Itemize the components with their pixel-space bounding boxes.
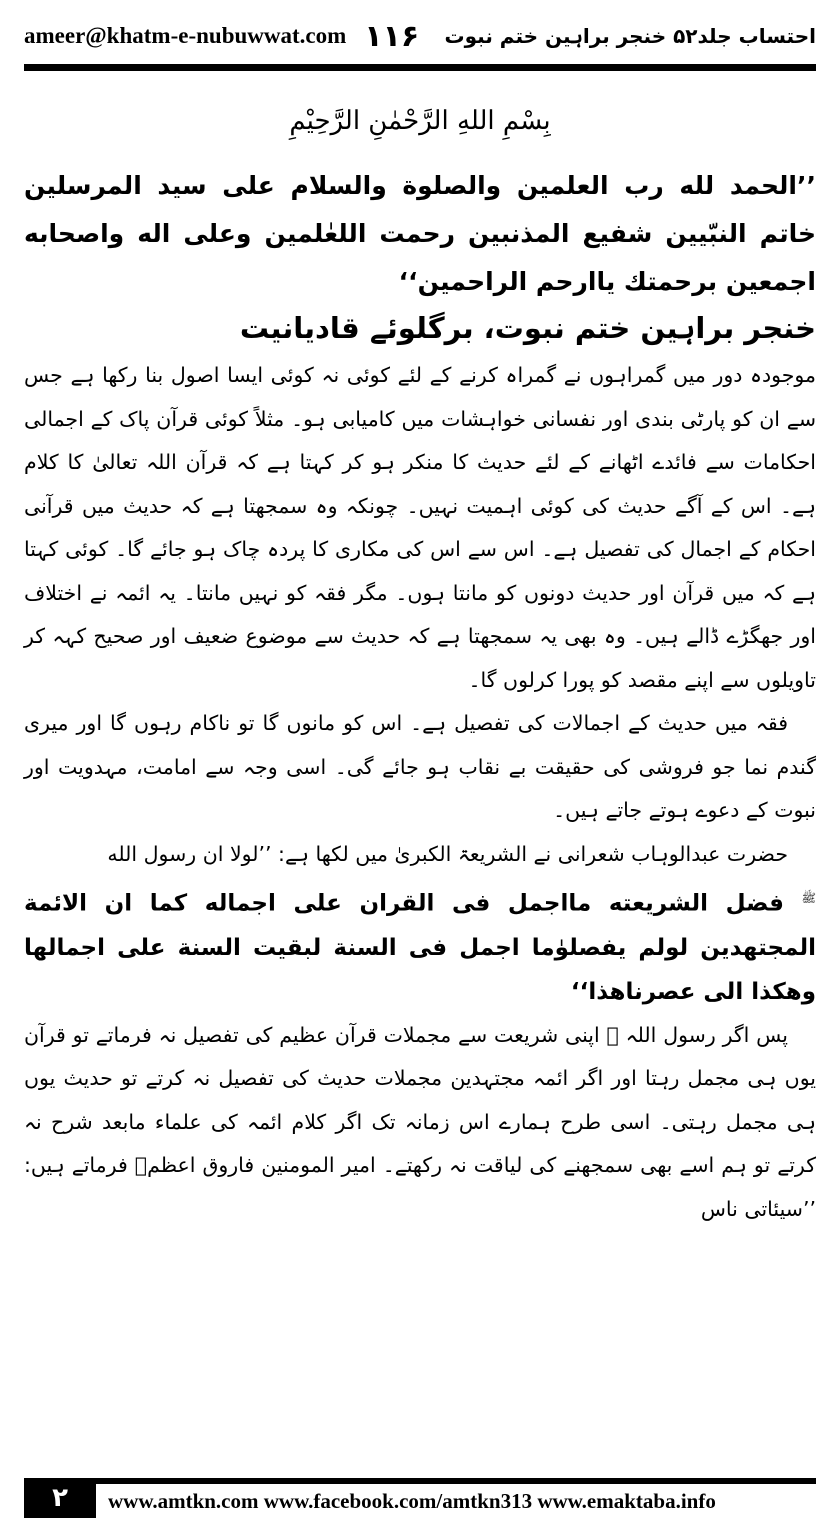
sharani-quote-text: فضل الشریعته مااجمل فی القران علی اجماله کما ان الائمة المجتهدین لولم یفصلوٰما اجمل فی السنة لبقیت السنة علی اجمالها وهکذا الی عصرناهذا‘‘ [24,890,816,1005]
paragraph-3 [24,833,816,877]
bismillah: بِسْمِ اللهِ الرَّحْمٰنِ الرَّحِیْمِ [289,106,551,136]
header-rule [24,64,816,71]
page-content [24,106,816,1456]
sharani-quote [24,876,816,1014]
header-left [24,19,419,54]
footer-page-number: ۲ [24,1478,96,1518]
footer-links[interactable]: www.amtkn.com www.facebook.com/amtkn313 www.emaktaba.info [96,1478,816,1518]
page-footer [24,1478,816,1518]
opening-dua: ’’الحمد لله رب العلمین والصلوة والسلام علی سید المرسلین خاتم النبّیین شفیع المذنبین رحمت اللعٰلمین وعلی اله واصحابه اجمعین برحمتك یاارحم الراحمین‘‘ [24,171,816,296]
page-header [24,10,816,62]
paragraph-3-intro: حضرت عبدالوہاب شعرانی نے الشریعۃ الکبریٰ میں لکھا ہے: ’’لولا ان رسول الله [107,841,788,866]
salutation-mark: ﷺ [801,891,816,905]
section-heading: خنجر براہین ختم نبوت، برگلوئے قادیانیت [239,311,816,345]
header-email[interactable]: ameer@khatm-e-nubuwwat.com [24,23,347,48]
paragraph-2: فقہ میں حدیث کے اجمالات کی تفصیل ہے۔ اس کو مانوں گا تو ناکام رہوں گا اور میری گندم نما جو فروشی کی حقیقت بے نقاب ہو جائے گی۔ اسی وجہ سے امامت، مہدویت اور نبوت کے دعوے ہوتے جاتے ہیں۔ [24,711,816,822]
header-page-number: ۱۱۶ [364,18,420,54]
paragraph-4: پس اگر رسول اللہ ﷺ اپنی شریعت سے مجملات قرآن عظیم کی تفصیل نہ فرماتے تو قرآن یوں ہی مجمل رہتا اور اگر ائمہ مجتہدین مجملات حدیث کی تفصیل نہ کرتے تو حدیث یوں ہی مجمل رہتی۔ اسی طرح ہمارے اس زمانہ تک اگر کلام ائمہ کی علماء مابعد شرح نہ کرتے تو ہم اسے بھی سمجھنے کی لیاقت نہ رکھتے۔ امیر المومنین فاروق اعظمؓ فرماتے ہیں: ’’سیئاتی ناس [24,1022,816,1221]
header-book-title: احتساب جلد۵۲ خنجر براہین ختم نبوت [444,24,816,48]
paragraph-1: موجودہ دور میں گمراہوں نے گمراہ کرنے کے لئے کوئی نہ کوئی ایسا اصول بنا رکھا ہے جس سے ان کو پارٹی بندی اور نفسانی خواہشات میں کامیابی ہو۔ مثلاً کوئی قرآن پاک کے اجمالی احکامات سے فائدے اٹھانے کے لئے حدیث کا منکر ہو کر کہتا ہے کہ قرآن اللہ تعالیٰ کا کلام ہے۔ اس کے آگے حدیث کی کوئی اہمیت نہیں۔ چونکہ وہ سمجھتا ہے کہ حدیث میں قرآنی احکام کے اجمال کی تفصیل ہے۔ اس سے اس کی مکاری کا پردہ چاک ہو جائے گا۔ کوئی کہتا ہے کہ میں قرآن اور حدیث دونوں کو مانتا ہوں۔ مگر فقہ کو نہیں مانتا۔ یہ ائمہ نے اختلاف اور جھگڑے ڈالے ہیں۔ وہ بھی یہ سمجھتا ہے کہ حدیث سے موضوع ضعیف اور صحیح کہہ کر تاویلوں سے اپنے مقصد کو پورا کرلوں گا۔ [24,363,816,692]
